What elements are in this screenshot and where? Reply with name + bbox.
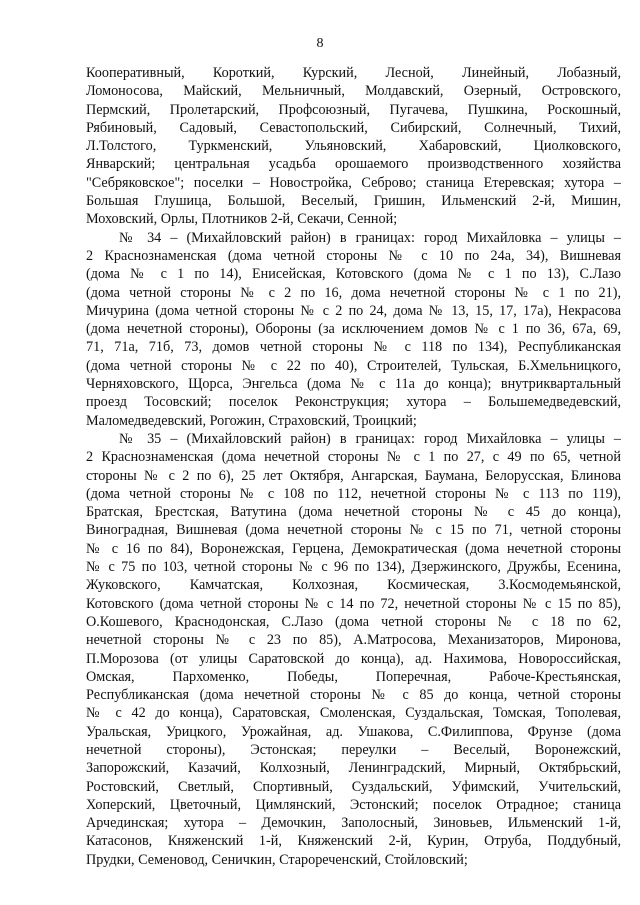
text-line: Жуковского, Камчатская, Колхозная, Космическая, 3.Космодемьянской, <box>86 577 621 594</box>
text-line: Уральская, Урицкого, Урожайная, ад. Ушакова, С.Филиппова, Фрунзе (дома <box>86 723 621 740</box>
text-line: 71, 71а, 71б, 73, домов четной стороны № с 118 по 134), Республиканская <box>86 339 621 356</box>
text-line: Большая Глушица, Большой, Веселый, Гришин, Ильменский 2-й, Мишин, <box>86 193 621 210</box>
text-line: П.Морозова (от улицы Саратовской до конца), ад. Нахимова, Новороссийская, <box>86 650 621 667</box>
text-line: Мичурина (дома четной стороны № с 2 по 24, дома № 13, 15, 17, 17а), Некрасова <box>86 302 621 319</box>
text-line: № с 16 по 84), Воронежская, Герцена, Демократическая (дома нечетной стороны <box>86 540 621 557</box>
text-line: (дома четной стороны № с 2 по 16, дома нечетной стороны № с 1 по 21), <box>86 284 621 301</box>
text-line: Ломоносова, Майский, Мельничный, Молдавский, Озерный, Островского, <box>86 83 621 100</box>
text-line: (дома четной стороны № с 108 по 112, нечетной стороны № с 113 по 119), <box>86 485 621 502</box>
text-line: нечетной стороны № с 23 по 85), А.Матросова, Механизаторов, Миронова, <box>86 632 621 649</box>
text-line: Пермский, Пролетарский, Профсоюзный, Пугачева, Пушкина, Роскошный, <box>86 101 621 118</box>
text-line: (дома четной стороны № с 22 по 40), Строителей, Тульская, Б.Хмельницкого, <box>86 357 621 374</box>
text-line: стороны № с 2 по 6), 25 лет Октября, Ангарская, Баумана, Белорусская, Блинова <box>86 467 621 484</box>
text-line: Черняховского, Щорса, Энгельса (дома № с 11а до конца); внутриквартальный <box>86 376 621 393</box>
text-line: "Себряковское"; поселки – Новостройка, Себрово; станица Етеревская; хутора – <box>86 174 621 191</box>
page-number: 8 <box>316 36 324 51</box>
text-line: Братская, Брестская, Ватутина (дома нечетной стороны № с 45 до конца), <box>86 504 621 521</box>
text-line: Котовского (дома четной стороны № с 14 по 72, нечетной стороны № с 15 по 85), <box>86 595 621 612</box>
text-line: проезд Тосовский; поселок Реконструкция; хутора – Большемедведевский, <box>86 394 621 411</box>
text-line: О.Кошевого, Краснодонская, С.Лазо (дома четной стороны № с 18 по 62, <box>86 613 621 630</box>
text-line: Запорожский, Казачий, Колхозный, Ленинградский, Мирный, Октябрьский, <box>86 760 621 777</box>
text-line: нечетной стороны), Эстонская; переулки – Веселый, Воронежский, <box>86 741 621 758</box>
text-line: Катасонов, Княженский 1-й, Княженский 2-й, Курин, Отруба, Поддубный, <box>86 833 621 850</box>
text-line: Рябиновый, Садовый, Севастопольский, Сибирский, Солнечный, Тихий, <box>86 119 621 136</box>
text-line: № с 75 по 103, четной стороны № с 96 по 134), Дзержинского, Дружбы, Есенина, <box>86 559 621 576</box>
text-line: Маломедведевский, Рогожин, Страховский, Троицкий; <box>86 412 417 429</box>
text-line: № с 42 до конца), Саратовская, Смоленская, Суздальская, Томская, Тополевая, <box>86 705 621 722</box>
text-line: № 35 – (Михайловский район) в границах: город Михайловка – улицы – <box>119 430 621 447</box>
text-line: № 34 – (Михайловский район) в границах: город Михайловка – улицы – <box>119 229 621 246</box>
text-line: 2 Краснознаменская (дома четной стороны № с 10 по 24а, 34), Вишневая <box>86 247 621 264</box>
text-line: Кооперативный, Короткий, Курский, Лесной, Линейный, Лобазный, <box>86 65 621 81</box>
text-line: Л.Толстого, Туркменский, Ульяновский, Хабаровский, Циолковского, <box>86 138 621 155</box>
text-line: Ростовский, Светлый, Спортивный, Суздальский, Уфимский, Учительский, <box>86 778 621 795</box>
text-line: Моховский, Орлы, Плотников 2-й, Секачи, Сенной; <box>86 211 398 228</box>
text-line: (дома нечетной стороны), Обороны (за исключением домов № с 1 по 36, 67а, 69, <box>86 321 621 338</box>
text-line: Прудки, Семеновод, Сеничкин, Старореченский, Стойловский; <box>86 851 468 868</box>
text-line: Омская, Пархоменко, Победы, Поперечная, Рабоче-Крестьянская, <box>86 668 621 685</box>
text-line: Арчединская; хутора – Демочкин, Заполосный, Зиновьев, Ильменский 1-й, <box>86 815 621 832</box>
text-line: 2 Краснознаменская (дома нечетной стороны № с 1 по 27, с 49 по 65, четной <box>86 449 621 466</box>
text-line: Январский; центральная усадьба орошаемого производственного хозяйства <box>86 156 621 173</box>
document-body <box>86 64 621 869</box>
text-line: (дома № с 1 по 14), Енисейская, Котовского (дома № с 1 по 13), С.Лазо <box>86 266 621 283</box>
text-line: Хоперский, Цветочный, Цимлянский, Эстонский; поселок Отрадное; станица <box>86 796 621 813</box>
text-line: Виноградная, Вишневая (дома нечетной стороны № с 15 по 71, четной стороны <box>86 522 621 539</box>
text-line: Республиканская (дома нечетной стороны № с 85 до конца, четной стороны <box>86 687 621 704</box>
